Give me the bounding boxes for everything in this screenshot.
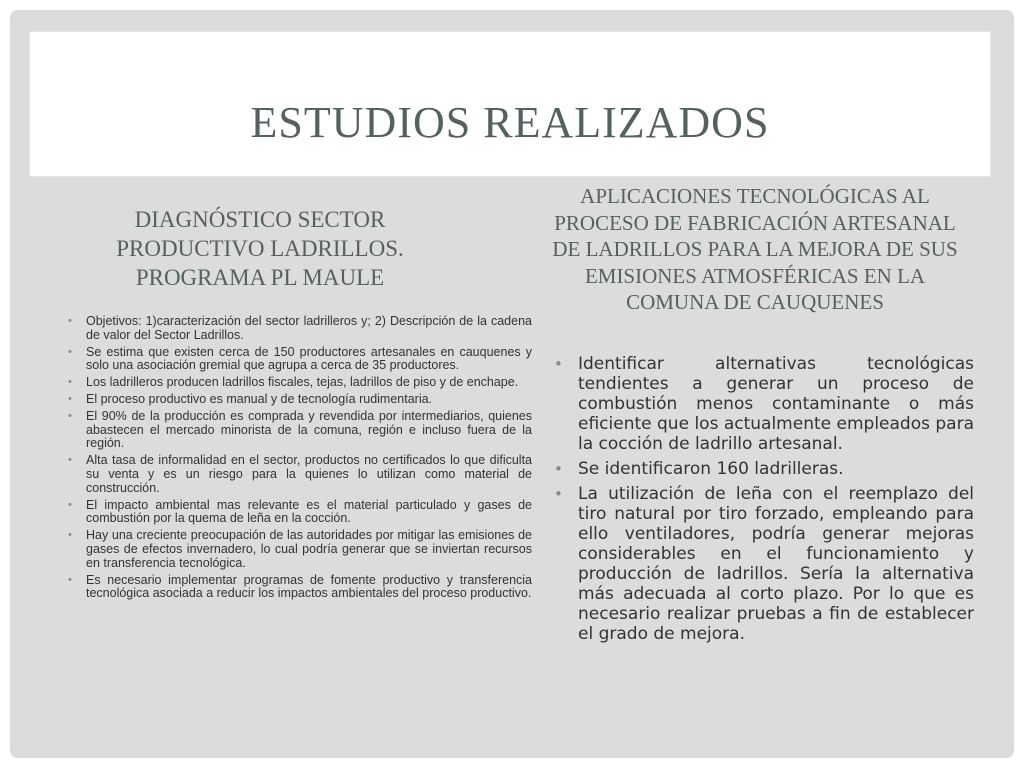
- list-item-text: Objetivos: 1)caracterización del sector ladrilleros y; 2) Descripción de la cadena de valor del Sector Ladrillos.: [86, 314, 532, 342]
- list-item-text: Se identificaron 160 ladrilleras.: [578, 459, 844, 479]
- list-item-text: La utilización de leña con el reemplazo del tiro natural por tiro forzado, empleando para ello ventiladores, podría generar mejoras considerables en el funcionamiento y producción de ladrillos. Sería la alternativa más adecuada al corto plazo. Por lo que es necesario realizar pruebas a fin de establecer el grado de mejora.: [578, 484, 974, 644]
- list-item-text: Los ladrilleros producen ladrillos fiscales, tejas, ladrillos de piso y de enchape.: [86, 375, 519, 390]
- list-item-text: Alta tasa de informalidad en el sector, productos no certificados lo que dificulta su venta y es un riesgo para la quienes lo utilizan como material de construcción.: [86, 453, 532, 495]
- list-item: [550, 459, 974, 479]
- list-item: [66, 393, 532, 407]
- list-item: [66, 529, 532, 570]
- left-bullet-list: [66, 315, 532, 604]
- right-column-heading: APLICACIONES TECNOLÓGICAS AL PROCESO DE FABRICACIÓN ARTESANAL DE LADRILLOS PARA LA MEJORA DE SUS EMISIONES ATMOSFÉRICAS EN LA COMUNA DE CAUQUENES: [552, 184, 958, 314]
- list-item: [550, 354, 974, 454]
- list-item-text: Hay una creciente preocupación de las autoridades por mitigar las emisiones de gases de efectos invernadero, lo cual podría generar que se inviertan recursos en transferencia tecnológica.: [86, 528, 532, 570]
- bullet-icon: •: [68, 315, 72, 327]
- slide: [10, 10, 1014, 758]
- list-item-text: Se estima que existen cerca de 150 productores artesanales en cauquenes y solo una asociación gremial que agrupa a cerca de 35 productores.: [86, 344, 532, 373]
- list-item: [66, 346, 532, 374]
- right-bullet-list: [550, 354, 974, 649]
- list-item-text: El proceso productivo es manual y de tecnología rudimentaria.: [86, 391, 433, 406]
- list-item-text: Identificar alternativas tecnológicas tendientes a generar un proceso de combustión menos contaminante o más eficiente que los actualmente empleados para la cocción de ladrillo artesanal.: [578, 354, 974, 454]
- slide-title: ESTUDIOS REALIZADOS: [250, 98, 770, 147]
- bullet-icon: •: [554, 460, 563, 478]
- bullet-icon: •: [68, 529, 72, 542]
- bullet-icon: •: [68, 345, 72, 358]
- bullet-icon: •: [68, 573, 72, 586]
- list-item: [66, 499, 532, 527]
- list-item: [66, 454, 532, 495]
- bullet-icon: •: [68, 454, 72, 467]
- list-item: [66, 315, 532, 343]
- bullet-icon: •: [554, 355, 563, 373]
- list-item: [66, 574, 532, 602]
- title-box: [30, 32, 990, 176]
- left-column-heading: DIAGNÓSTICO SECTOR PRODUCTIVO LADRILLOS. PROGRAMA PL MAULE: [116, 207, 404, 290]
- list-item: [550, 484, 974, 644]
- list-item: [66, 376, 532, 390]
- bullet-icon: •: [554, 485, 563, 503]
- bullet-icon: •: [68, 376, 72, 389]
- bullet-icon: •: [68, 498, 72, 511]
- list-item-text: El impacto ambiental mas relevante es el material particulado y gases de combustión por la quema de leña en la cocción.: [86, 497, 532, 526]
- list-item: [66, 410, 532, 451]
- bullet-icon: •: [68, 392, 72, 405]
- list-item-text: El 90% de la producción es comprada y revendida por intermediarios, quienes abastecen el mercado minorista de la comuna, región e incluso fuera de la región.: [86, 408, 532, 451]
- list-item-text: Es necesario implementar programas de fomente productivo y transferencia tecnológica asociada a reducir los impactos ambientales del proceso productivo.: [86, 572, 532, 601]
- bullet-icon: •: [68, 409, 72, 422]
